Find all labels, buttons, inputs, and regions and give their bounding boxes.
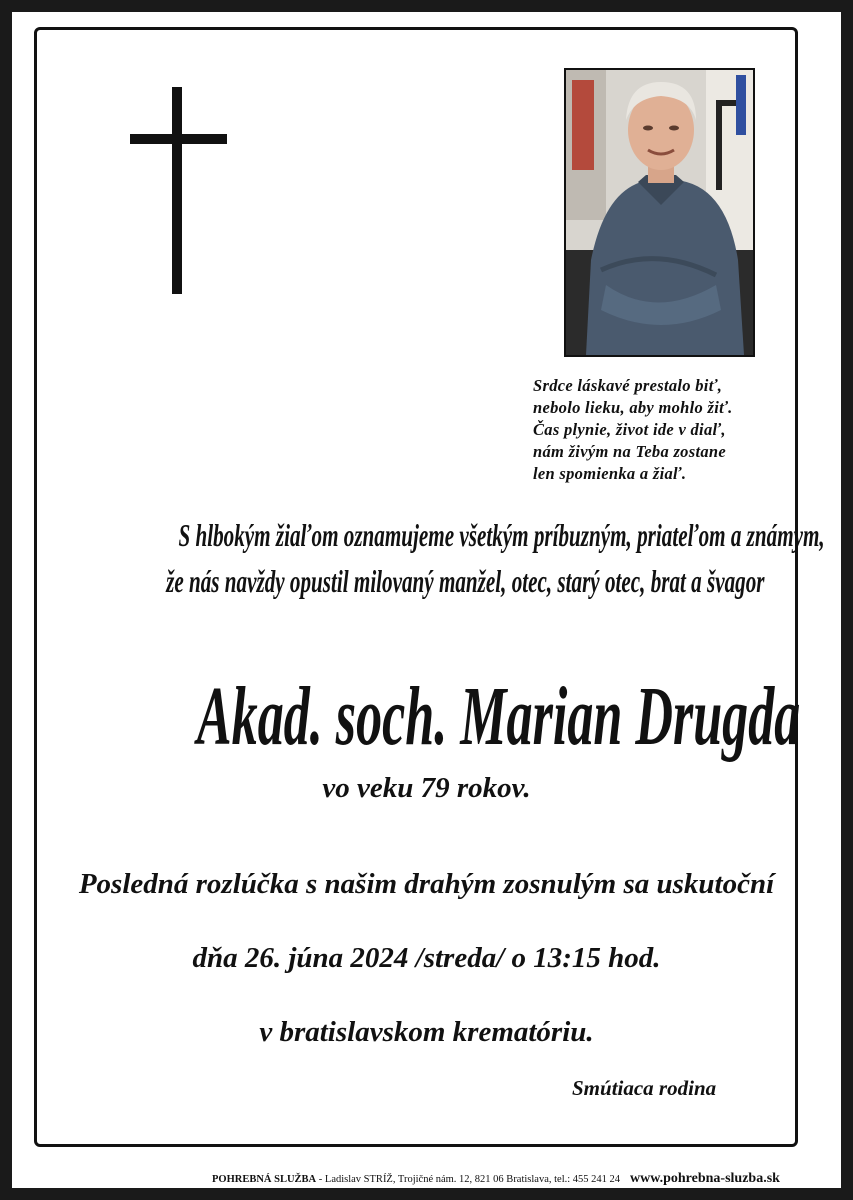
memorial-poem (533, 375, 823, 485)
ceremony-place: v bratislavskom krematóriu. (259, 1016, 594, 1048)
cross-horizontal-bar (130, 134, 227, 144)
funeral-service-footer (212, 1171, 780, 1187)
portrait-illustration (566, 70, 753, 355)
cross-vertical-bar (172, 87, 182, 294)
family-signature: Smútiaca rodina (572, 1076, 717, 1100)
funeral-firm-name: POHREBNÁ SLUŽBA (212, 1174, 317, 1185)
deceased-name (12, 667, 841, 767)
poem-line: len spomienka a žiaľ. (533, 464, 687, 483)
poem-line: nám živým na Teba zostane (533, 442, 726, 461)
ceremony-date: dňa 26. júna 2024 /streda/ o 13:15 hod. (192, 942, 661, 974)
funeral-firm-details: - Ladislav STRÍŽ, Trojičné nám. 12, 821 06 Bratislava, tel.: 455 241 24 (316, 1174, 621, 1185)
announcement-line-1-text: S hlbokým žiaľom oznamujeme všetkým príbuzným, priateľom a známym, (178, 517, 825, 553)
announcement-line-1 (12, 517, 841, 554)
obituary-sheet (12, 12, 841, 1188)
poem-line: Srdce láskavé prestalo biť, (533, 376, 723, 395)
poem-line: nebolo lieku, aby mohlo žiť. (533, 398, 733, 417)
deceased-name-text: Akad. soch. Marian Drugda (196, 670, 801, 763)
announcement-line-2-text: že nás navždy opustil milovaný manžel, otec, starý otec, brat a švagor (166, 563, 765, 599)
deceased-age: vo veku 79 rokov. (322, 772, 531, 804)
poem-line: Čas plynie, život ide v diaľ, (533, 420, 726, 439)
funeral-website-link[interactable]: www.pohrebna-sluzba.sk (630, 1171, 780, 1186)
ceremony-intro: Posledná rozlúčka s našim drahým zosnulým sa uskutoční (78, 868, 775, 900)
portrait-photo (564, 68, 755, 357)
announcement-line-2 (12, 563, 841, 600)
